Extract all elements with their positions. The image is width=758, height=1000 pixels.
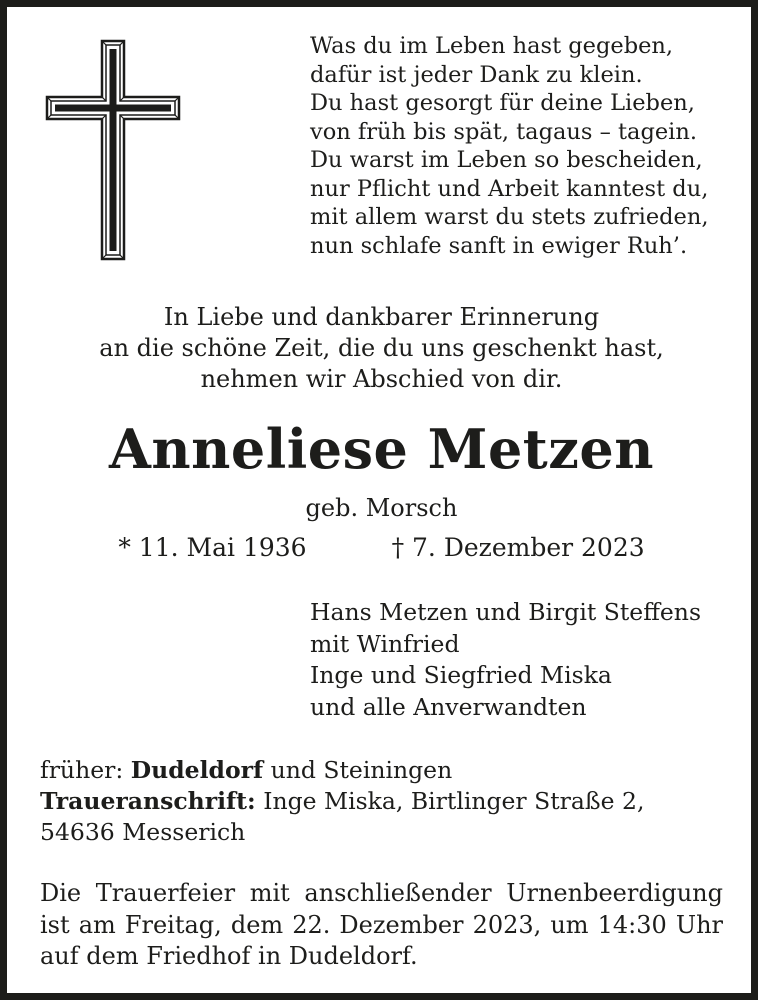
poem-line: nun schlafe sanft in ewiger Ruh’. [310, 232, 688, 259]
address-block [40, 755, 723, 848]
poem-line: nur Pflicht und Arbeit kanntest du, [310, 175, 709, 202]
mourning-address-city: 54636 Messerich [40, 818, 246, 846]
mourning-address-value: Inge Miska, Birtlinger Straße 2, [263, 787, 645, 815]
header-row [40, 32, 723, 265]
former-label: früher: [40, 756, 124, 784]
memorial-line: nehmen wir Abschied von dir. [200, 365, 563, 393]
memorial-line: an die schöne Zeit, die du uns geschenkt hast, [99, 334, 664, 362]
latin-cross-icon [40, 32, 310, 265]
former-place: Dudeldorf [130, 756, 264, 784]
maiden-name: geb. Morsch [305, 494, 458, 522]
memorial-line: In Liebe und dankbarer Erinnerung [163, 303, 600, 331]
poem-line: Was du im Leben hast gegeben, [310, 33, 674, 59]
former-rest: und Steiningen [270, 756, 453, 784]
poem-line: von früh bis spät, tagaus – tagein. [310, 118, 698, 145]
former-residence-line [40, 755, 723, 786]
funeral-line: ist am Freitag, dem 22. Dezember 2023, um 14:30 Uhr [40, 910, 723, 939]
mourning-address-label: Traueranschrift: [40, 787, 256, 815]
memorial-poem [310, 32, 709, 265]
funeral-info [40, 878, 723, 973]
poem-line: dafür ist jeder Dank zu klein. [310, 61, 643, 88]
memorial-statement [40, 302, 723, 395]
mourning-address-line [40, 786, 723, 817]
mourner-line: Hans Metzen und Birgit Steffens [310, 598, 701, 626]
death-date: † 7. Dezember 2023 [391, 533, 645, 562]
poem-line: Du hast gesorgt für deine Lieben, [310, 90, 695, 116]
funeral-line: auf dem Friedhof in Dudeldorf. [40, 942, 418, 970]
mourner-line: mit Winfried [310, 629, 460, 658]
mourners-list [310, 597, 723, 723]
birth-date: * 11. Mai 1936 [118, 533, 307, 562]
latin-cross-icon [45, 39, 181, 261]
funeral-line: Die Trauerfeier mit anschließender Urnenbeerdigung [40, 879, 723, 907]
poem-line: Du warst im Leben so bescheiden, [310, 147, 703, 173]
poem-line: mit allem warst du stets zufrieden, [310, 204, 709, 230]
mourner-line: Inge und Siegfried Miska [310, 661, 612, 689]
mourner-line: und alle Anverwandten [310, 692, 587, 721]
deceased-name: Anneliese Metzen [108, 417, 655, 481]
life-dates [40, 533, 723, 563]
